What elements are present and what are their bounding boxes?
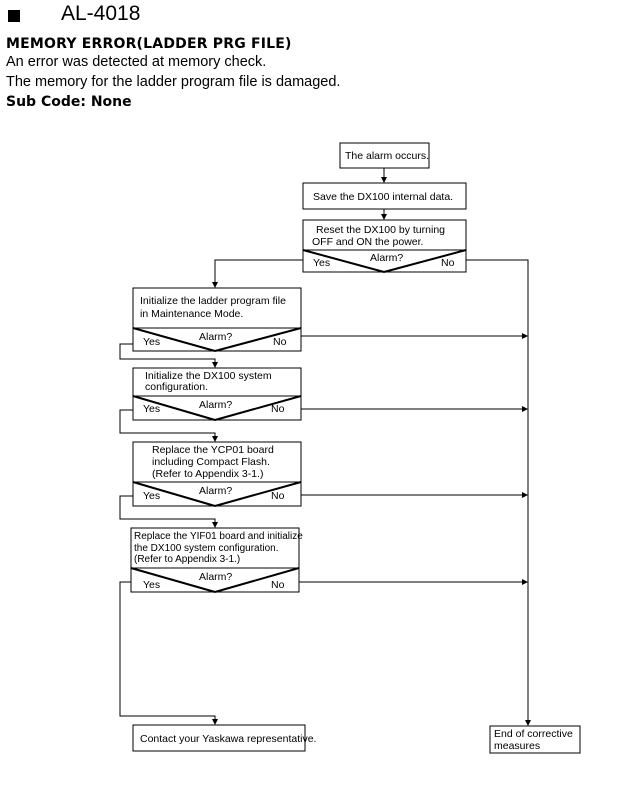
- svg-text:OFF and ON the power.: OFF and ON the power.: [312, 236, 424, 248]
- svg-text:Yes: Yes: [143, 336, 161, 348]
- svg-text:End of corrective: End of corrective: [494, 728, 573, 740]
- svg-text:Alarm?: Alarm?: [370, 252, 404, 264]
- svg-text:No: No: [271, 579, 285, 591]
- contact-representative-box: [133, 725, 316, 751]
- alarm-description-1: An error was detected at memory check.: [6, 54, 267, 70]
- svg-text:Contact your Yaskawa represent: Contact your Yaskawa representative.: [140, 733, 317, 745]
- sub-code: Sub Code: None: [6, 94, 132, 110]
- svg-text:No: No: [271, 403, 285, 415]
- svg-text:Yes: Yes: [143, 403, 161, 415]
- alarm-title: MEMORY ERROR(LADDER PRG FILE): [6, 36, 292, 52]
- yes-connector: [120, 582, 215, 724]
- svg-text:Yes: Yes: [143, 490, 161, 502]
- svg-text:Alarm?: Alarm?: [199, 485, 233, 497]
- svg-text:Yes: Yes: [313, 257, 331, 269]
- svg-text:Alarm?: Alarm?: [199, 331, 233, 343]
- svg-text:Replace the YIF01 board and in: Replace the YIF01 board and initialize: [134, 531, 303, 542]
- alarm-occurs-box: [340, 143, 429, 168]
- svg-text:Replace the YCP01 board: Replace the YCP01 board: [152, 444, 274, 456]
- svg-text:(Refer to Appendix 3-1.): (Refer to Appendix 3-1.): [152, 468, 264, 480]
- alarm-code: AL-4018: [61, 2, 141, 25]
- svg-text:Initialize the ladder program: Initialize the ladder program file: [140, 295, 286, 307]
- step3-decision-box: [133, 442, 301, 506]
- svg-text:measures: measures: [494, 740, 541, 752]
- svg-text:No: No: [441, 257, 455, 269]
- svg-text:Save the DX100 internal data.: Save the DX100 internal data.: [313, 191, 454, 203]
- save-data-box: [303, 183, 466, 209]
- step2-decision-box: [133, 368, 301, 420]
- svg-text:Yes: Yes: [143, 579, 161, 591]
- end-of-measures-box: [490, 726, 580, 753]
- reset-decision-box: [303, 220, 466, 272]
- svg-text:(Refer to Appendix 3-1.): (Refer to Appendix 3-1.): [134, 554, 241, 565]
- step4-decision-box: [131, 528, 303, 592]
- svg-text:Reset the DX100 by turning: Reset the DX100 by turning: [316, 224, 445, 236]
- no-connector: [466, 260, 528, 725]
- step1-decision-box: [133, 288, 301, 351]
- svg-text:Initialize the DX100 system: Initialize the DX100 system: [145, 370, 272, 382]
- svg-text:No: No: [271, 490, 285, 502]
- svg-text:No: No: [273, 336, 287, 348]
- svg-text:in Maintenance Mode.: in Maintenance Mode.: [140, 308, 244, 320]
- svg-text:the DX100 system configuration: the DX100 system configuration.: [134, 543, 279, 554]
- svg-text:configuration.: configuration.: [145, 381, 209, 393]
- svg-text:Alarm?: Alarm?: [199, 571, 233, 583]
- svg-text:including Compact Flash.: including Compact Flash.: [152, 456, 270, 468]
- alarm-description-2: The memory for the ladder program file is damaged.: [6, 74, 341, 90]
- svg-text:Alarm?: Alarm?: [199, 399, 233, 411]
- yes-connector: [215, 260, 303, 287]
- svg-text:The alarm occurs.: The alarm occurs.: [345, 150, 430, 162]
